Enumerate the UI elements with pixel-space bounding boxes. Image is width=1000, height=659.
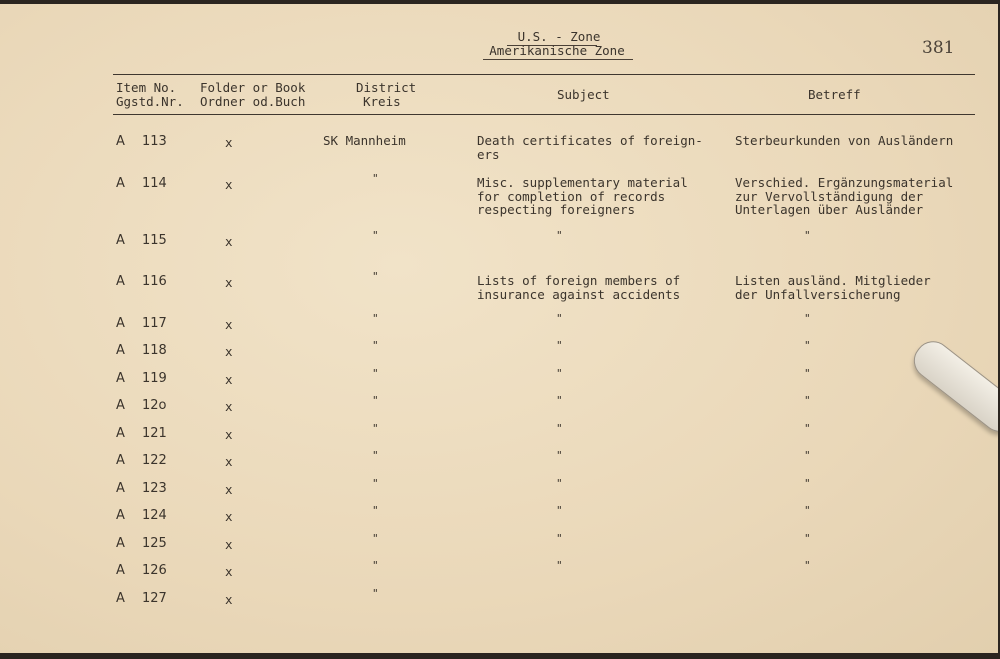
folder-mark: x [225, 427, 233, 442]
item-number: 118 [142, 343, 167, 358]
item-number: 121 [142, 426, 167, 441]
betreff-line: " [804, 532, 810, 545]
subject-line: " [556, 394, 562, 407]
item-prefix: A [116, 274, 125, 289]
subject-line: for completion of records [477, 188, 666, 204]
item-prefix: A [116, 536, 125, 551]
betreff-line: " [804, 394, 810, 407]
folder-mark: x [225, 317, 233, 332]
subject-line: " [556, 422, 562, 435]
subject-line: " [556, 229, 562, 242]
item-number: 126 [142, 563, 167, 578]
item-prefix: A [116, 343, 125, 358]
zone-title-de: Amerikanische Zone [489, 43, 625, 58]
district-cell: " [372, 394, 378, 407]
betreff-line: " [804, 229, 810, 242]
paper-tab-clip [907, 334, 998, 439]
item-prefix: A [116, 481, 125, 496]
page-number: 381 [922, 38, 955, 58]
subject-line: Death certificates of foreign- [477, 133, 703, 148]
betreff-line: Verschied. Ergänzungsmaterial [735, 175, 954, 190]
table-header-rule [113, 114, 975, 115]
folder-mark: x [225, 135, 233, 150]
page-edge-shadow [0, 653, 1000, 659]
item-number: 114 [142, 176, 167, 191]
folder-mark: x [225, 344, 233, 359]
betreff-line: " [804, 312, 810, 325]
col-head-district-en: District [356, 80, 417, 95]
item-number: 12o [142, 398, 167, 413]
district-cell: " [372, 587, 378, 600]
subject-line: Misc. supplementary material [477, 175, 688, 190]
subject-line: " [556, 559, 562, 572]
item-number: 127 [142, 591, 167, 606]
district-cell: " [372, 339, 378, 352]
subject-line: " [556, 477, 562, 490]
betreff-line: Listen ausländ. Mitglieder [735, 273, 931, 288]
col-head-folder-de: Ordner od.Buch [200, 94, 306, 109]
subject-line: " [556, 312, 562, 325]
betreff-line: " [804, 422, 810, 435]
district-cell: " [372, 172, 378, 185]
folder-mark: x [225, 564, 233, 579]
item-number: 123 [142, 481, 167, 496]
item-number: 122 [142, 453, 167, 468]
item-prefix: A [116, 591, 125, 606]
betreff-line: der Unfallversicherung [735, 286, 901, 302]
col-head-folder-en: Folder or Book [200, 80, 306, 95]
col-head-subject: Subject [557, 87, 610, 102]
table-top-rule [113, 74, 975, 75]
betreff-line: Unterlagen über Ausländer [735, 202, 924, 218]
betreff-line: " [804, 367, 810, 380]
item-number: 125 [142, 536, 167, 551]
folder-mark: x [225, 482, 233, 497]
folder-mark: x [225, 592, 233, 607]
district-cell: " [372, 422, 378, 435]
zone-title-de-underline [483, 59, 633, 60]
district-cell: SK Mannheim [323, 133, 406, 148]
betreff-line: " [804, 339, 810, 352]
district-cell: " [372, 312, 378, 325]
betreff-line: " [804, 477, 810, 490]
subject-line: respecting foreigners [477, 202, 636, 218]
district-cell: " [372, 449, 378, 462]
folder-mark: x [225, 177, 233, 192]
folder-mark: x [225, 509, 233, 524]
item-prefix: A [116, 316, 125, 331]
subject-line: " [556, 339, 562, 352]
betreff-line: " [804, 559, 810, 572]
subject-line: insurance against accidents [477, 286, 681, 302]
folder-mark: x [225, 454, 233, 469]
item-prefix: A [116, 453, 125, 468]
col-head-betreff: Betreff [808, 87, 861, 102]
item-prefix: A [116, 176, 125, 191]
item-prefix: A [116, 398, 125, 413]
district-cell: " [372, 532, 378, 545]
item-number: 117 [142, 316, 167, 331]
district-cell: " [372, 504, 378, 517]
district-cell: " [372, 229, 378, 242]
col-head-item-de: Ggstd.Nr. [116, 94, 184, 109]
item-prefix: A [116, 508, 125, 523]
subject-line: Lists of foreign members of [477, 273, 681, 288]
betreff-line: Sterbeurkunden von Ausländern [735, 133, 954, 148]
folder-mark: x [225, 399, 233, 414]
item-prefix: A [116, 371, 125, 386]
item-number: 116 [142, 274, 167, 289]
col-head-item-en: Item No. [116, 80, 177, 95]
zone-title-en: U.S. - Zone [517, 29, 601, 44]
district-cell: " [372, 367, 378, 380]
folder-mark: x [225, 372, 233, 387]
betreff-line: zur Vervollständigung der [735, 188, 924, 204]
district-cell: " [372, 270, 378, 283]
item-number: 124 [142, 508, 167, 523]
col-head-district-de: Kreis [363, 94, 401, 109]
folder-mark: x [225, 537, 233, 552]
item-prefix: A [116, 134, 125, 149]
item-prefix: A [116, 563, 125, 578]
item-prefix: A [116, 233, 125, 248]
betreff-line: " [804, 504, 810, 517]
subject-line: " [556, 449, 562, 462]
item-prefix: A [116, 426, 125, 441]
subject-line: ers [477, 146, 500, 162]
subject-line: " [556, 367, 562, 380]
subject-line: " [556, 532, 562, 545]
folder-mark: x [225, 234, 233, 249]
item-number: 119 [142, 371, 167, 386]
district-cell: " [372, 477, 378, 490]
item-number: 115 [142, 233, 167, 248]
folder-mark: x [225, 275, 233, 290]
item-number: 113 [142, 134, 167, 149]
document-page [0, 4, 998, 656]
district-cell: " [372, 559, 378, 572]
subject-line: " [556, 504, 562, 517]
betreff-line: " [804, 449, 810, 462]
